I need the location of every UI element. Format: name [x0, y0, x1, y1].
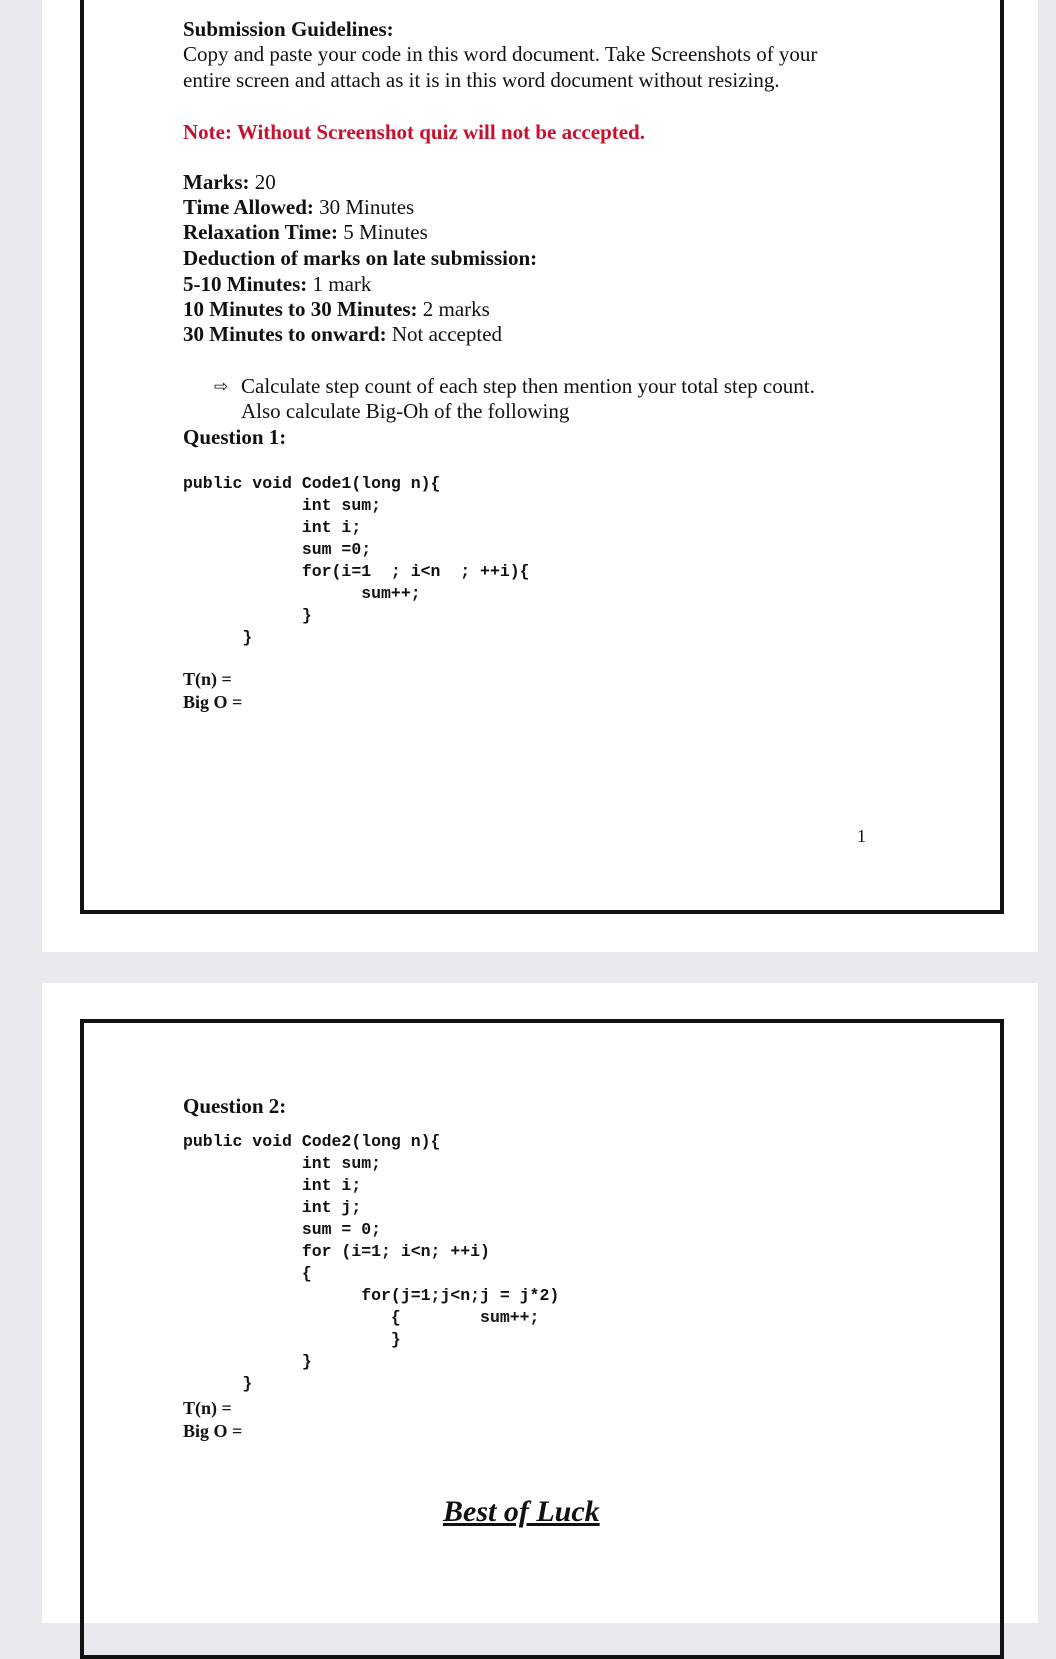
arrow-icon: ⇨ — [214, 377, 229, 397]
deduction-heading: Deduction of marks on late submission: — [183, 246, 538, 270]
deduction-line-2 — [183, 296, 490, 322]
question-2-code: public void Code2(long n){ int sum; int i; int j; sum = 0; for (i=1; i<n; ++i) { for(j=1;j<n;j = j*2) { sum++; } } } — [183, 1132, 560, 1393]
d1-label: 5-10 Minutes: — [183, 272, 308, 296]
screenshot-note: Note: Without Screenshot quiz will not be accepted. — [183, 120, 645, 144]
guidelines-title: Submission Guidelines: — [183, 17, 394, 41]
d2-value: 2 marks — [417, 297, 490, 321]
instruction-line-2: Also calculate Big-Oh of the following — [241, 399, 570, 423]
guidelines-line-1: Copy and paste your code in this word document. Take Screenshots of your — [183, 42, 818, 66]
instruction-line-1: Calculate step count of each step then mention your total step count. — [241, 374, 815, 398]
guidelines-line-2: entire screen and attach as it is in this word document without resizing. — [183, 68, 780, 92]
time-label: Time Allowed: — [183, 195, 314, 219]
q2-bigo-label: Big O = — [183, 1421, 243, 1441]
d3-value: Not accepted — [386, 322, 503, 346]
marks-value: 20 — [249, 170, 276, 194]
relax-value: 5 Minutes — [337, 220, 428, 244]
deduction-line-3 — [183, 321, 502, 347]
relax-label: Relaxation Time: — [183, 220, 338, 244]
d2-label: 10 Minutes to 30 Minutes: — [183, 297, 418, 321]
marks-label: Marks: — [183, 170, 250, 194]
relaxation-line — [183, 219, 428, 245]
time-value: 30 Minutes — [313, 195, 415, 219]
time-allowed-line — [183, 194, 414, 220]
question-1-title: Question 1: — [183, 425, 287, 449]
document-page-1 — [42, 0, 1038, 952]
page-number: 1 — [857, 826, 866, 846]
q1-bigo-label: Big O = — [183, 692, 243, 712]
d1-value: 1 mark — [307, 272, 372, 296]
question-2-title: Question 2: — [183, 1094, 287, 1118]
marks-line — [183, 169, 276, 195]
d3-label: 30 Minutes to onward: — [183, 322, 387, 346]
q1-tn-label: T(n) = — [183, 669, 232, 689]
q2-tn-label: T(n) = — [183, 1398, 232, 1418]
deduction-line-1 — [183, 271, 371, 297]
best-of-luck: Best of Luck — [443, 1495, 600, 1528]
document-page-2 — [42, 983, 1038, 1623]
question-1-code: public void Code1(long n){ int sum; int i; sum =0; for(i=1 ; i<n ; ++i){ sum++; } } — [183, 474, 530, 647]
